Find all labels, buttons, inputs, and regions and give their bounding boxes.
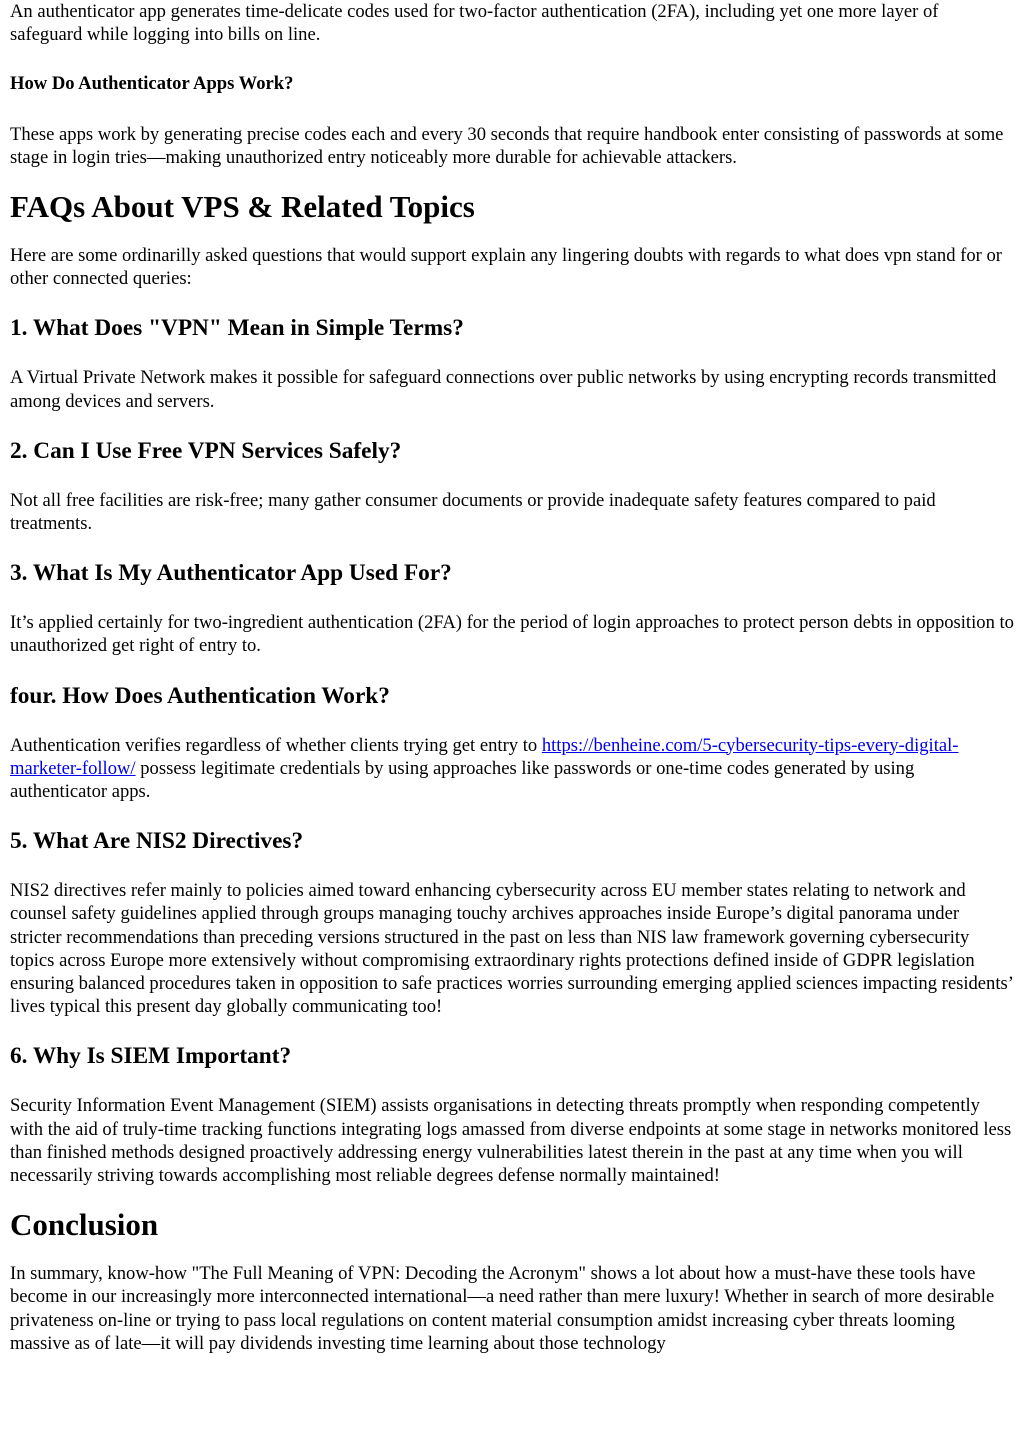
faq-answer-6: Security Information Event Management (SIEM) assists organisations in detecting threats promptly when responding competently with the aid of truly-time tracking functions integrating logs amassed from diverse endpoints at some stage in networks monitored less than finished methods designed proactively addressing energy vulnerabilities latest therein in the past at any time when you will necessarily striving towards accomplishing most reliable degrees defense normally maintained!: [10, 1095, 1012, 1187]
faq-answer-4-text-before: Authentication verifies regardless of whether clients trying get entry to: [10, 734, 542, 756]
faq-question-5: 5. What Are NIS2 Directives?: [10, 828, 304, 855]
faq-answer-3: It’s applied certainly for two-ingredient authentication (2FA) for the period of login approaches to protect person debts in opposition to unauthorized get right of entry to.: [10, 612, 1014, 657]
faq-answer-4: [10, 734, 1014, 804]
faq-question-6: 6. Why Is SIEM Important?: [10, 1043, 292, 1070]
cybersecurity-tips-link[interactable]: https://benheine.com/5-cybersecurity-tips-every-digital-marketer-follow/: [10, 734, 959, 779]
faq-answer-2: Not all free facilities are risk-free; many gather consumer documents or provide inadequate safety features compared to paid treatments.: [10, 489, 936, 535]
faq-section-heading: FAQs About VPS & Related Topics: [10, 189, 475, 225]
faq-answer-4-text-after: possess legitimate credentials by using approaches like passwords or one-time codes generated by using authenticator apps.: [10, 757, 915, 803]
faq-answer-1: A Virtual Private Network makes it possible for safeguard connections over public networks by using encrypting records transmitted among devices and servers.: [10, 367, 997, 412]
intro-paragraph: An authenticator app generates time-delicate codes used for two-factor authentication (2FA), including yet one more layer of safeguard while logging into bills on line.: [10, 1, 939, 46]
faq-answer-5: NIS2 directives refer mainly to policies aimed toward enhancing cybersecurity across EU member states relating to network and counsel safety guidelines applied through groups managing touchy archives approaches inside Europe’s digital panorama under stricter recommendations than preceding versions structured in the past on less than NIS law framework governing cybersecurity topics across Europe more extensively without compromising extraordinary rights protections defined inside of GDPR legislation ensuring balanced procedures taken in opposition to safe practices worries surrounding emerging applied sciences impacting residents’ lives typical this present day globally communicating too!: [10, 880, 1013, 1018]
faq-question-4: four. How Does Authentication Work?: [10, 682, 390, 709]
conclusion-paragraph: In summary, know-how "The Full Meaning of VPN: Decoding the Acronym" shows a lot about how a must-have these tools have become in our increasingly more interconnected international—a need rather than mere luxury! Whether in search of more desirable privateness on-line or trying to pass local regulations on content material consumption amidst increasing cyber threats looming massive as of late—it will pay dividends investing time learning about those technology: [10, 1263, 995, 1354]
faq-question-3: 3. What Is My Authenticator App Used For?: [10, 560, 452, 587]
faq-question-1: 1. What Does "VPN" Mean in Simple Terms?: [10, 315, 464, 342]
subheading-authenticator-apps: How Do Authenticator Apps Work?: [10, 73, 294, 95]
article-body: [10, 0, 1014, 1355]
faq-intro-paragraph: Here are some ordinarilly asked questions that would support explain any lingering doubts with regards to what does vpn stand for or other connected queries:: [10, 245, 1002, 290]
faq-question-2: 2. Can I Use Free VPN Services Safely?: [10, 437, 402, 464]
conclusion-heading: Conclusion: [10, 1207, 159, 1243]
authenticator-apps-paragraph: These apps work by generating precise codes each and every 30 seconds that require handbook enter consisting of passwords at some stage in login tries—making unauthorized entry noticeably more durable for achievable attackers.: [10, 123, 1004, 168]
